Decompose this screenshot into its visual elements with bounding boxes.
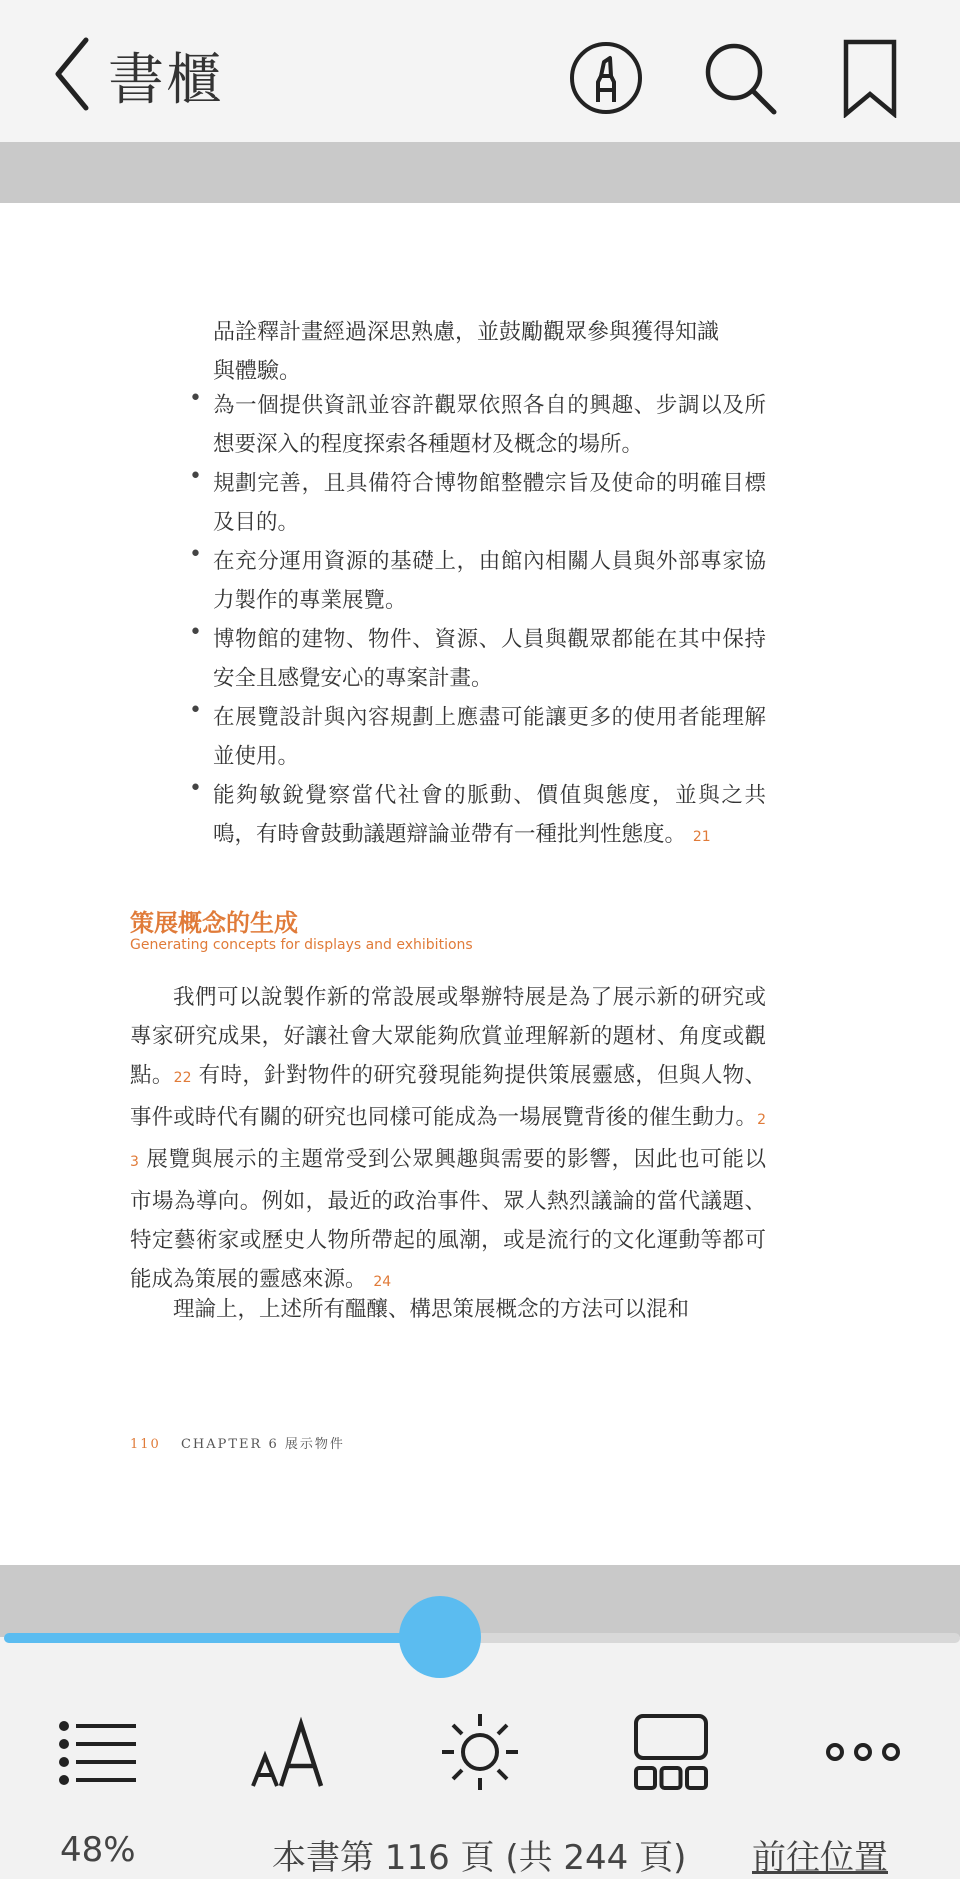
section-subtitle: Generating concepts for displays and exhibitions: [130, 937, 473, 953]
bullet-text-body: 能夠敏銳覺察當代社會的脈動、價值與態度，並與之共鳴，有時會鼓動議題辯論並帶有一種批判性態度。: [213, 783, 766, 847]
bullet-dot: •: [189, 776, 202, 801]
paragraph-text: 展覽與展示的主題常受到公眾興趣與需要的影響，因此也可能以市場為導向。例如，最近的政治事件、眾人熱烈議論的當代議題、特定藝術家或歷史人物所帶起的風潮，或是流行的文化運動等都可能成為策展的靈感來源。: [130, 1147, 766, 1292]
intro-line-1: 品詮釋計畫經過深思熟慮，並鼓勵觀眾參與獲得知識: [213, 320, 720, 345]
table-of-contents-icon[interactable]: [52, 1712, 142, 1792]
bullet-dot: •: [189, 698, 202, 723]
list-item: [189, 698, 766, 776]
intro-line-2: 與體驗。: [213, 359, 302, 384]
bullet-text: 在展覽設計與內容規劃上應盡可能讓更多的使用者能理解並使用。: [213, 705, 766, 769]
progress-percent: 48%: [60, 1830, 136, 1870]
search-icon[interactable]: [700, 38, 780, 118]
top-bar: [0, 0, 960, 142]
page-info: 本書第 116 頁 (共 244 頁): [272, 1838, 687, 1878]
reading-progress-slider[interactable]: [4, 1633, 960, 1643]
footnote-marker[interactable]: 22: [173, 1070, 192, 1086]
list-item: [189, 776, 766, 857]
chapter-label: CHAPTER 6 展示物件: [180, 1437, 345, 1452]
footnote-marker[interactable]: 23: [130, 1112, 766, 1170]
bullet-text: 規劃完善，且具備符合博物館整體宗旨及使命的明確目標及目的。: [213, 471, 766, 535]
section-title: 策展概念的生成: [130, 909, 298, 937]
status-row: [0, 1830, 960, 1879]
bullet-dot: •: [189, 386, 202, 411]
bullet-dot: •: [189, 464, 202, 489]
body-paragraph: [130, 978, 766, 1302]
go-to-location-link[interactable]: 前往位置: [752, 1838, 888, 1878]
page-footer: [130, 1433, 345, 1452]
font-size-icon[interactable]: [243, 1712, 333, 1792]
back-to-bookshelf-button[interactable]: [50, 36, 224, 116]
back-label: 書櫃: [108, 48, 224, 113]
brightness-icon[interactable]: [435, 1712, 525, 1792]
bullet-text: 為一個提供資訊並容許觀眾依照各自的興趣、步調以及所想要深入的程度探索各種題材及概念的場所。: [213, 393, 766, 457]
slider-thumb[interactable]: [399, 1596, 481, 1678]
paragraph-text: 有時，針對物件的研究發現能夠提供策展靈感，但與人物、事件或時代有關的研究也同樣可能成為一場展覽背後的催生動力。: [130, 1063, 766, 1130]
bullet-text: 博物館的建物、物件、資源、人員與觀眾都能在其中保持安全且感覺安心的專案計畫。: [213, 627, 766, 691]
page-number: 110: [130, 1437, 161, 1452]
bullet-text: [213, 776, 766, 857]
bullet-dot: •: [189, 542, 202, 567]
slider-fill: [4, 1633, 440, 1643]
list-item: [189, 542, 766, 620]
slider-band: [0, 1565, 960, 1637]
list-item: [189, 386, 766, 464]
bookmark-icon[interactable]: [830, 38, 910, 118]
list-item: [189, 464, 766, 542]
bullet-text: 在充分運用資源的基礎上，由館內相關人員與外部專家協力製作的專業展覽。: [213, 549, 766, 613]
chevron-left-icon: [50, 34, 94, 118]
book-page: [0, 203, 960, 1565]
footnote-marker[interactable]: 24: [373, 1274, 392, 1290]
layout-icon[interactable]: [626, 1712, 716, 1792]
highlighter-icon[interactable]: [566, 38, 646, 118]
paragraph-text: 我們可以說製作新的常設展或舉辦特展是為了展示新的研究或專家研究成果，好讓社會大眾能夠欣賞並理解新的題材、角度或觀點。: [130, 985, 766, 1088]
body-paragraph: 理論上，上述所有醞釀、構思策展概念的方法可以混和: [173, 1297, 690, 1322]
list-item: [189, 620, 766, 698]
page-top-gutter: [0, 142, 960, 203]
bullet-dot: •: [189, 620, 202, 645]
more-icon[interactable]: [818, 1712, 908, 1792]
footnote-marker[interactable]: 21: [692, 829, 711, 845]
